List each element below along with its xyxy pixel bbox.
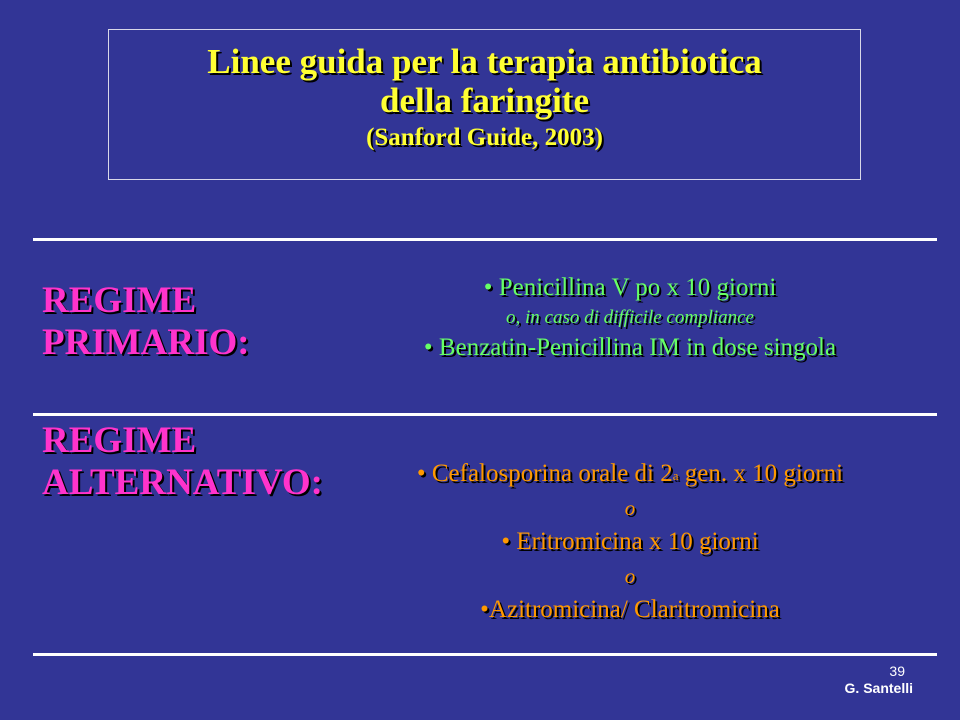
alternative-item-cephalosporin-after: gen. x 10 giorni [678, 460, 844, 487]
title-line-1: Linee guida per la terapia antibiotica [207, 42, 762, 81]
primary-regimen-list [320, 270, 940, 366]
alternative-item-erythromycin: • Eritromicina x 10 giorni [501, 528, 759, 555]
primary-item-penicillin-v: • Penicillina V po x 10 giorni [483, 274, 777, 301]
alternative-label-line-1: REGIME [42, 420, 197, 461]
alternative-item-azithromycin: •Azitromicina/ Claritromicina [480, 596, 780, 623]
alternative-or-1: o [624, 496, 636, 520]
divider-middle [33, 413, 937, 416]
alternative-item-cephalosporin-sup: a [672, 468, 679, 483]
alternative-label-line-2: ALTERNATIVO: [42, 462, 323, 503]
divider-bottom [33, 653, 937, 656]
title-box [108, 29, 861, 180]
primary-label-line-2: PRIMARIO: [42, 322, 250, 363]
alternative-item-cephalosporin-before: • Cefalosporina orale di 2 [416, 460, 673, 487]
page-number: 39 [889, 663, 905, 679]
primary-label-line-1: REGIME [42, 280, 197, 321]
primary-regimen-label [42, 280, 250, 364]
primary-item-benzatin: • Benzatin-Penicillina IM in dose singola [423, 334, 837, 361]
divider-top [33, 238, 937, 241]
alternative-item-cephalosporin [320, 456, 940, 492]
primary-connector: o, in caso di difficile compliance [505, 307, 754, 328]
alternative-regimen-label [42, 420, 323, 504]
author-credit: G. Santelli [844, 680, 913, 696]
title-source: (Sanford Guide, 2003) [366, 124, 603, 152]
alternative-or-2: o [624, 564, 636, 588]
alternative-regimen-list [320, 456, 940, 628]
title-line-2: della faringite [380, 81, 589, 121]
